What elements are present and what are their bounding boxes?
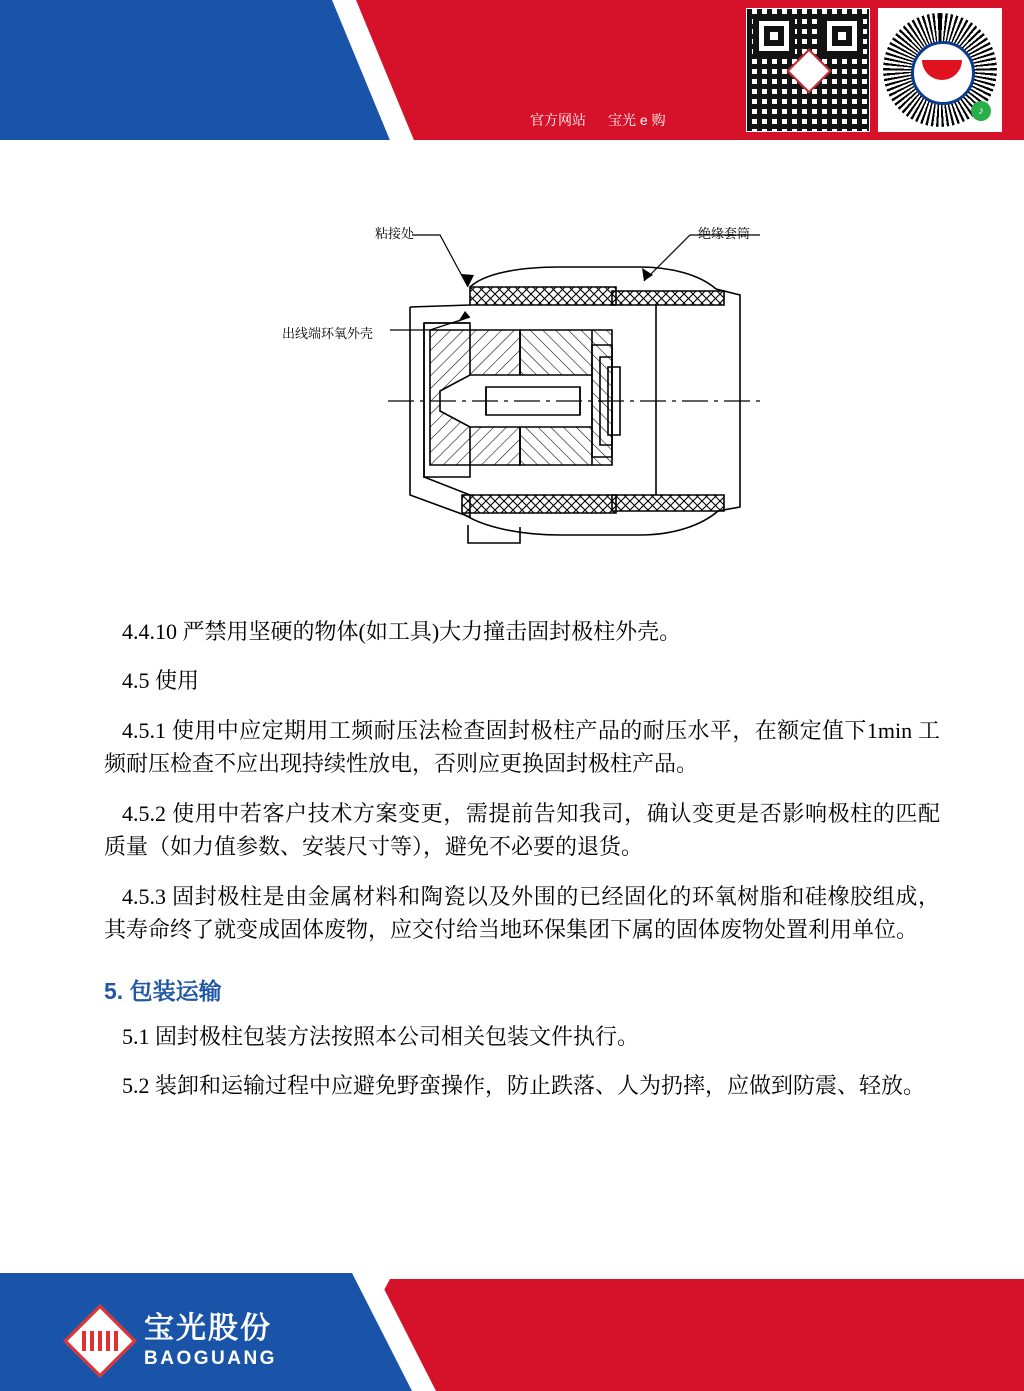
paragraph-5-2: 5.2 装卸和运输过程中应避免野蛮操作，防止跌落、人为扔摔，应做到防震、轻放。 <box>122 1072 926 1098</box>
paragraph-4-4-10: 4.4.10 严禁用坚硬的物体(如工具)大力撞击固封极柱外壳。 <box>122 619 682 644</box>
qr-badge-icon: ♪ <box>971 101 991 121</box>
label-insulating-sleeve: 绝缘套筒 <box>698 226 751 241</box>
header-labels <box>530 110 740 130</box>
leader-lines <box>390 235 760 330</box>
qr-inner-logo <box>911 41 975 105</box>
label-outlet-epoxy-shell: 出线端环氧外壳 <box>282 326 374 341</box>
baoguang-logo-icon <box>68 1309 132 1373</box>
paragraph-4-5-2: 4.5.2 使用中若客户技术方案变更，需提前告知我司，确认变更是否影响极柱的匹配质量（如力值参数、安装尺寸等），避免不必要的退货。 <box>104 800 940 860</box>
paragraph-4-5: 4.5 使用 <box>122 668 200 694</box>
wechat-shop-qr-icon[interactable] <box>878 8 1002 132</box>
official-website-label: 官方网站 <box>530 112 586 128</box>
technical-drawing <box>0 195 1024 595</box>
paragraph-4-5-3: 4.5.3 固封极柱是由金属材料和陶瓷以及外围的已经固化的环氧树脂和硅橡胶组成，其寿命终了就变成固体废物，应交付给当地环保集团下属的固体废物处置利用单位。 <box>104 883 940 943</box>
paragraph-4-5-1: 4.5.1 使用中应定期用工频耐压法检查固封极柱产品的耐压水平，在额定值下1min 工频耐压检查不应出现持续性放电，否则应更换固封极柱产品。 <box>104 717 940 777</box>
paragraph-5-1: 5.1 固封极柱包装方法按照本公司相关包装文件执行。 <box>122 1023 640 1049</box>
baoguang-eshop-label: 宝光 e 购 <box>608 112 666 128</box>
logo-chinese-name: 宝光股份 <box>144 1312 272 1345</box>
page-header <box>0 0 1024 150</box>
label-bond-area: 粘接处 <box>375 226 415 241</box>
website-qr-icon[interactable] <box>746 8 870 132</box>
section-heading-packaging-transport: 5. 包装运输 <box>104 977 222 1004</box>
qr-center-mark <box>786 48 831 93</box>
page-footer <box>0 1271 1024 1391</box>
document-body <box>104 615 940 1118</box>
company-logo <box>68 1309 277 1373</box>
header-bottom-edge <box>0 140 1024 150</box>
cross-section-svg <box>0 195 1024 595</box>
logo-english-name: BAOGUANG <box>144 1348 277 1369</box>
